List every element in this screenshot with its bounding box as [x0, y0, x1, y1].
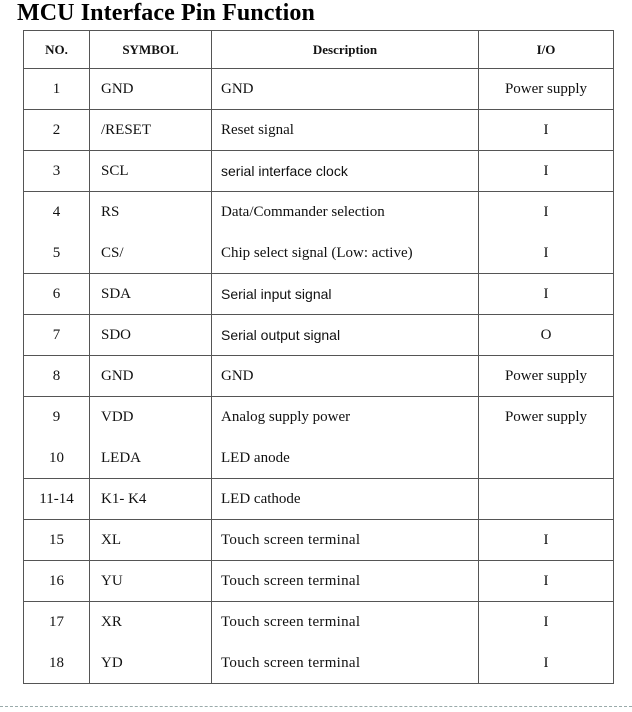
pin-description: Touch screen terminal — [212, 561, 479, 602]
pin-io — [479, 479, 614, 520]
pin-function-table — [23, 30, 614, 684]
table-row — [24, 356, 614, 397]
pin-number: 3 — [24, 151, 90, 192]
pin-description: Serial output signal — [212, 315, 479, 356]
pin-io: I — [479, 602, 614, 643]
table-row — [24, 274, 614, 315]
page-title: MCU Interface Pin Function — [17, 0, 315, 26]
pin-description: Reset signal — [212, 110, 479, 151]
pin-io — [479, 438, 614, 479]
table-row — [24, 233, 614, 274]
pin-description: GND — [212, 356, 479, 397]
table-row — [24, 520, 614, 561]
pin-description: LED anode — [212, 438, 479, 479]
table-row — [24, 602, 614, 643]
pin-symbol: SCL — [90, 151, 212, 192]
pin-number: 4 — [24, 192, 90, 233]
table-header-row — [24, 31, 614, 69]
pin-io: Power supply — [479, 69, 614, 110]
header-description: Description — [212, 31, 479, 69]
pin-io: I — [479, 643, 614, 684]
pin-io: O — [479, 315, 614, 356]
pin-symbol: /RESET — [90, 110, 212, 151]
pin-io: I — [479, 274, 614, 315]
table-row — [24, 151, 614, 192]
pin-description: Touch screen terminal — [212, 520, 479, 561]
pin-description: serial interface clock — [212, 151, 479, 192]
pin-symbol: CS/ — [90, 233, 212, 274]
pin-number: 1 — [24, 69, 90, 110]
pin-number: 11-14 — [24, 479, 90, 520]
pin-number: 2 — [24, 110, 90, 151]
table-row — [24, 479, 614, 520]
pin-symbol: XR — [90, 602, 212, 643]
pin-symbol: YD — [90, 643, 212, 684]
pin-number: 6 — [24, 274, 90, 315]
pin-number: 5 — [24, 233, 90, 274]
pin-symbol: YU — [90, 561, 212, 602]
pin-symbol: K1- K4 — [90, 479, 212, 520]
pin-io: Power supply — [479, 397, 614, 438]
pin-symbol: GND — [90, 356, 212, 397]
pin-symbol: GND — [90, 69, 212, 110]
pin-io: I — [479, 192, 614, 233]
pin-io: I — [479, 520, 614, 561]
pin-symbol: SDA — [90, 274, 212, 315]
table-row — [24, 192, 614, 233]
header-io: I/O — [479, 31, 614, 69]
pin-description: Touch screen terminal — [212, 602, 479, 643]
pin-description: Serial input signal — [212, 274, 479, 315]
pin-io: Power supply — [479, 356, 614, 397]
table-row — [24, 110, 614, 151]
table-row — [24, 438, 614, 479]
pin-description: Analog supply power — [212, 397, 479, 438]
header-symbol: SYMBOL — [90, 31, 212, 69]
pin-number: 16 — [24, 561, 90, 602]
pin-description: Data/Commander selection — [212, 192, 479, 233]
pin-io: I — [479, 151, 614, 192]
pin-symbol: SDO — [90, 315, 212, 356]
table-row — [24, 397, 614, 438]
pin-symbol: XL — [90, 520, 212, 561]
pin-symbol: RS — [90, 192, 212, 233]
header-no: NO. — [24, 31, 90, 69]
table-row — [24, 315, 614, 356]
pin-symbol: LEDA — [90, 438, 212, 479]
pin-description: Chip select signal (Low: active) — [212, 233, 479, 274]
pin-io: I — [479, 110, 614, 151]
pin-number: 15 — [24, 520, 90, 561]
pin-number: 9 — [24, 397, 90, 438]
pin-io: I — [479, 233, 614, 274]
pin-io: I — [479, 561, 614, 602]
table-row — [24, 561, 614, 602]
pin-description: LED cathode — [212, 479, 479, 520]
table-row — [24, 643, 614, 684]
pin-number: 17 — [24, 602, 90, 643]
page-bottom-rule — [0, 706, 632, 707]
pin-description: GND — [212, 69, 479, 110]
table-row — [24, 69, 614, 110]
pin-number: 10 — [24, 438, 90, 479]
pin-symbol: VDD — [90, 397, 212, 438]
pin-description: Touch screen terminal — [212, 643, 479, 684]
pin-number: 18 — [24, 643, 90, 684]
pin-number: 7 — [24, 315, 90, 356]
pin-number: 8 — [24, 356, 90, 397]
